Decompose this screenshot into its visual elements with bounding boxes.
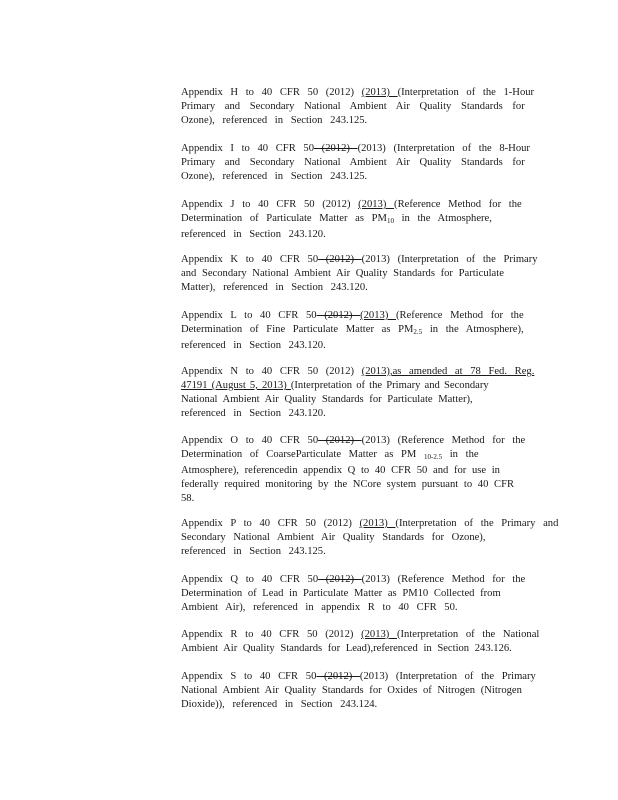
appendix-q-entry: Appendix Q to 40 CFR 50 (2012) (2013) (Reference Method for the Determination of Lead in Particulate Matter as PM10 Collected from Ambient Air), referenced in appendix R to 40 CFR 50. [181, 574, 526, 613]
appendix-p-entry: Appendix P to 40 CFR 50 (2012) (2013) (Interpretation of the Primary and Secondary National Ambient Air Quality Standards for Ozone), referenced in Section 243.125. [181, 518, 559, 557]
appendix-i-entry: Appendix I to 40 CFR 50 (2012) (2013) (Interpretation of the 8-Hour Primary and Secondary National Ambient Air Quality Standards for Ozone), referenced in Section 243.125. [181, 143, 530, 182]
appendix-l-entry: Appendix L to 40 CFR 50 (2012) (2013) (Reference Method for the Determination of Fine Particulate Matter as $PM_{2.5}$ in the Atmosphere), referenced in Section 243.120. [181, 310, 524, 351]
appendix-s-entry: Appendix S to 40 CFR 50 (2012) (2013) (Interpretation of the Primary National Ambient Air Quality Standards for Oxides of Nitrogen (Nitrogen Dioxide)), referenced in Section 243.124. [181, 671, 536, 710]
appendix-j-entry: Appendix J to 40 CFR 50 (2012) (2013) (Reference Method for the Determination of Particulate Matter as $PM_{10}$ in the Atmosphere, referenced in Section 243.120. [181, 199, 522, 240]
appendix-o-entry: Appendix O to 40 CFR 50 (2012) (2013) (Reference Method for the Determination of CoarseParticulate Matter as PM $_{10-2.5}$ in the Atmosphere), referencedin appendix Q to 40 CFR 50 and for use in federally required monitoring by the NCore system pursuant to 40 CFR 58. [181, 435, 526, 504]
appendix-h-entry: Appendix H to 40 CFR 50 (2012) (2013) (Interpretation of the 1-Hour Primary and Secondary National Ambient Air Quality Standards for Ozone), referenced in Section 243.125. [181, 87, 535, 126]
appendix-k-entry: Appendix K to 40 CFR 50 (2012) (2013) (Interpretation of the Primary and Secondary National Ambient Air Quality Standards for Particulate Matter), referenced in Section 243.120. [181, 254, 538, 293]
appendix-r-entry: Appendix R to 40 CFR 50 (2012) (2013) (Interpretation of the National Ambient Air Quality Standards for Lead),referenced in Section 243.126. [181, 629, 540, 654]
appendix-n-entry: Appendix N to 40 CFR 50 (2012) (2013),as amended at 78 Fed. Reg. 47191 (August 5, 2013) (Interpretation of the Primary and Secondary National Ambient Air Quality Standards for Particulate Matter), referenced in Section 243.120. [181, 366, 535, 419]
